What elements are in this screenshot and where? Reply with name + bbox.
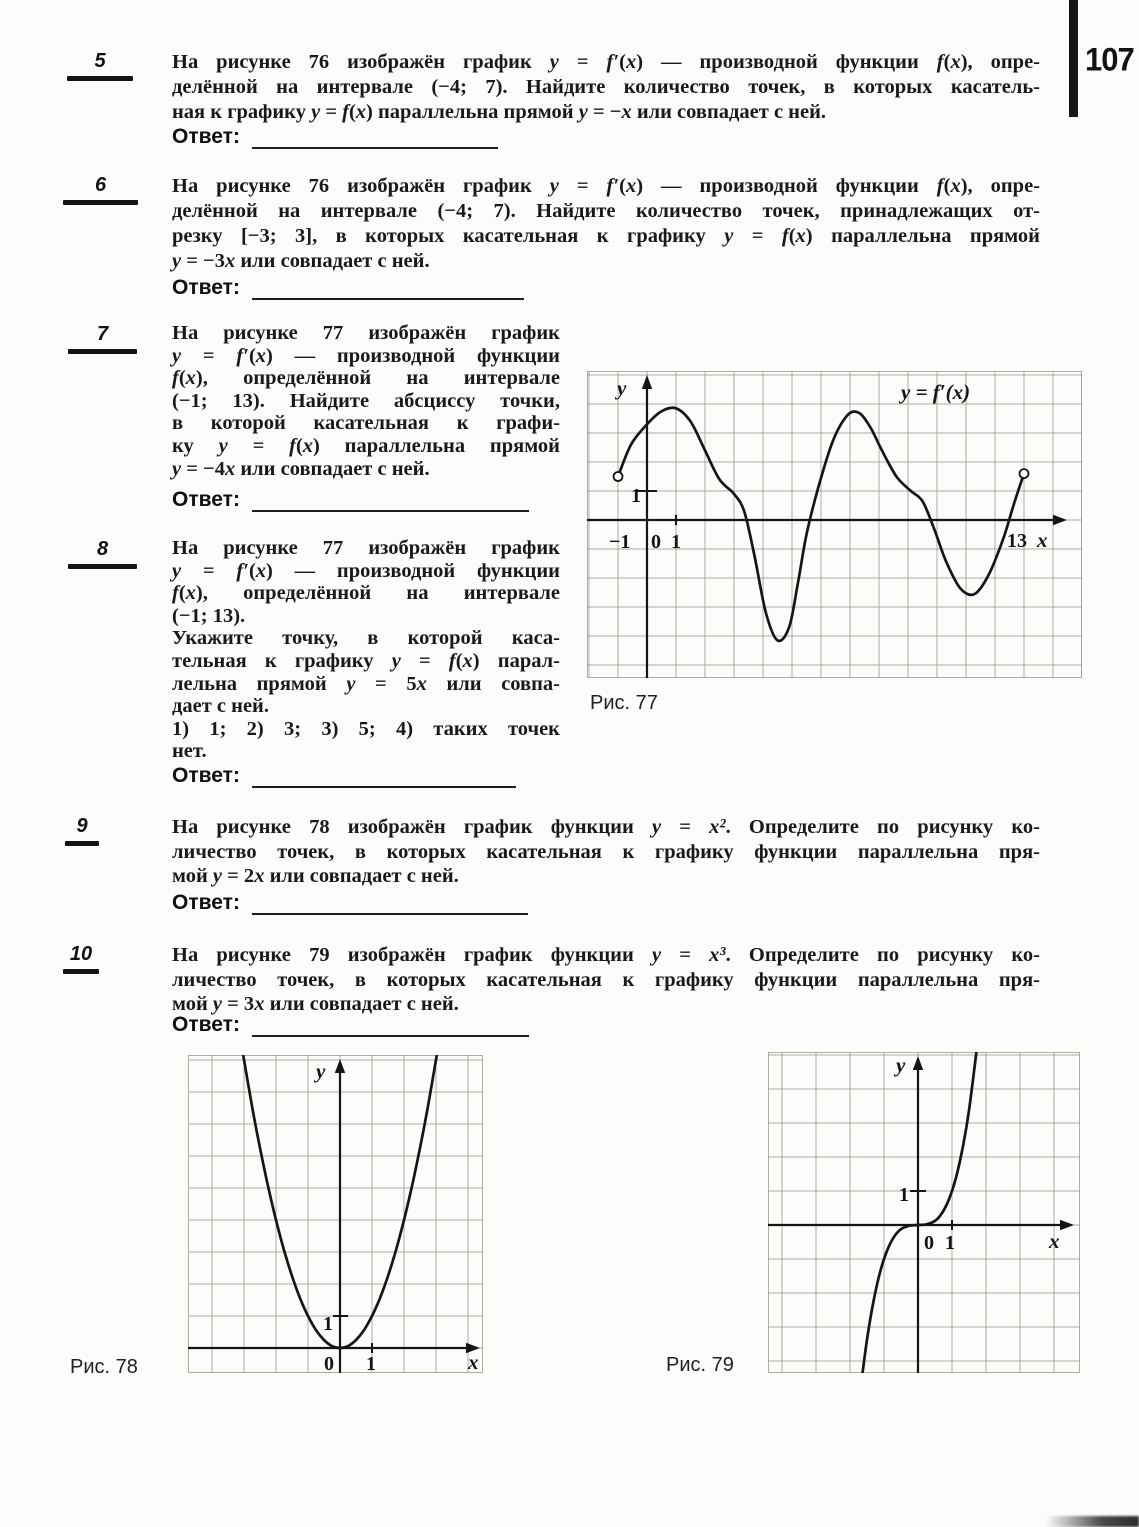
problem-number-7 <box>68 323 137 354</box>
figure-79-caption: Рис. 79 <box>666 1354 734 1376</box>
problem-7-answer-row <box>172 488 529 512</box>
figure-77-caption: Рис. 77 <box>590 692 658 714</box>
svg-text:x: x <box>1049 1229 1060 1253</box>
problem-number-underline <box>63 969 99 974</box>
svg-text:1: 1 <box>899 1184 909 1206</box>
problem-number-label: 7 <box>96 323 109 345</box>
problem-number-9 <box>65 815 99 846</box>
figure-78-plot <box>188 1055 483 1373</box>
answer-blank-line <box>252 1021 529 1037</box>
answer-blank-line <box>252 899 528 915</box>
svg-text:y: y <box>316 1059 326 1083</box>
problem-10-answer-row <box>172 1013 529 1037</box>
svg-text:−1: −1 <box>609 531 631 553</box>
svg-text:0: 0 <box>651 531 661 553</box>
problem-number-underline <box>63 200 138 205</box>
problem-9-text: На рисунке 78 изображён график функции y = x². Определите по рисунку ко- личество точек, в которых касательная к графику функции параллельна пря- мой y = 2x или совпадает с ней. <box>172 816 1040 887</box>
problem-5-text: На рисунке 76 изображён график y = f′(x) — производной функции f(x), опре- делённой на интервале (−4; 7). Найдите количество точек, в которых касатель- ная к графику y = f(x) параллельна прямой y = −x или совпадает с ней. <box>172 51 1041 123</box>
scan-smudge <box>1046 1516 1139 1527</box>
answer-label: Ответ: <box>172 891 240 914</box>
figure-77-plot <box>587 371 1082 678</box>
problem-number-label: 5 <box>94 50 106 72</box>
svg-text:0: 0 <box>924 1232 934 1254</box>
problem-6-text: На рисунке 76 изображён график y = f′(x) — производной функции f(x), опре- делённой на интервале (−4; 7). Найдите количество точек, принадлежащих от- резку [−3; 3], в которых касательная к графику y = f(x) параллельна прямой y = −3x или совпадает с ней. <box>172 175 1041 272</box>
svg-text:x: x <box>1037 528 1048 552</box>
svg-text:1: 1 <box>323 1313 333 1335</box>
problem-number-label: 9 <box>76 815 88 837</box>
problem-10-text: На рисунке 79 изображён график функции y = x³. Определите по рисунку ко- личество точек, в которых касательная к графику функции параллельна пря- мой y = 3x или совпадает с ней. <box>172 944 1040 1015</box>
svg-text:1: 1 <box>631 485 641 507</box>
problem-number-8 <box>68 538 137 569</box>
figure-78-graph <box>188 1055 483 1373</box>
page-edge-bar <box>1069 0 1078 117</box>
problem-number-underline <box>67 76 133 81</box>
problem-number-5 <box>67 50 133 81</box>
answer-label: Ответ: <box>172 764 240 787</box>
svg-text:y: y <box>617 376 627 400</box>
svg-text:0: 0 <box>324 1353 334 1373</box>
problem-7-text: На рисунке 77 изображён график y = f′(x) — производной функции f(x), определённой на интервале (−1; 13). Найдите абсциссу точки, в которой касательная к графи- ку y = f(x) параллельна прямой y = −4x или совпадает с ней. <box>172 322 560 480</box>
problem-9-answer-row <box>172 891 528 915</box>
problem-number-label: 8 <box>96 538 109 560</box>
problem-8-text: На рисунке 77 изображён график y = f′(x) — производной функции f(x), определённой на интервале (−1; 13). Укажите точку, в которой каса- тельная к графику y = f(x) парал- лельна прямой y = 5x или совпа- дает с ней. 1) 1; 2) 3; 3) 5; 4) таких точек нет. <box>172 537 561 763</box>
answer-blank-line <box>252 772 516 788</box>
problem-number-label: 6 <box>94 174 107 196</box>
problem-number-10 <box>63 943 99 974</box>
problem-number-label: 10 <box>69 943 93 965</box>
svg-text:13: 13 <box>1007 530 1027 552</box>
problem-6-answer-row <box>172 276 524 300</box>
answer-blank-line <box>252 496 529 512</box>
figure-79-plot <box>768 1052 1080 1373</box>
figure-77-graph <box>587 371 1082 678</box>
svg-text:y: y <box>896 1053 906 1077</box>
problem-number-underline <box>68 349 137 354</box>
problem-5-answer-row <box>172 125 498 149</box>
svg-text:1: 1 <box>945 1232 955 1254</box>
answer-blank-line <box>252 133 498 149</box>
answer-label: Ответ: <box>172 488 240 511</box>
problem-number-underline <box>65 841 99 846</box>
figure-78-caption: Рис. 78 <box>70 1356 138 1378</box>
svg-text:x: x <box>468 1350 479 1373</box>
svg-text:1: 1 <box>366 1353 376 1373</box>
figure-79-graph <box>768 1052 1080 1373</box>
svg-text:y = f′(x): y = f′(x) <box>901 380 971 404</box>
svg-text:1: 1 <box>671 531 681 553</box>
answer-label: Ответ: <box>172 276 240 299</box>
page-number: 107 <box>1085 41 1134 78</box>
answer-label: Ответ: <box>172 1013 240 1036</box>
answer-blank-line <box>252 284 524 300</box>
problem-8-answer-row <box>172 764 516 788</box>
answer-label: Ответ: <box>172 125 240 148</box>
problem-number-underline <box>68 564 137 569</box>
problem-number-6 <box>63 174 138 205</box>
